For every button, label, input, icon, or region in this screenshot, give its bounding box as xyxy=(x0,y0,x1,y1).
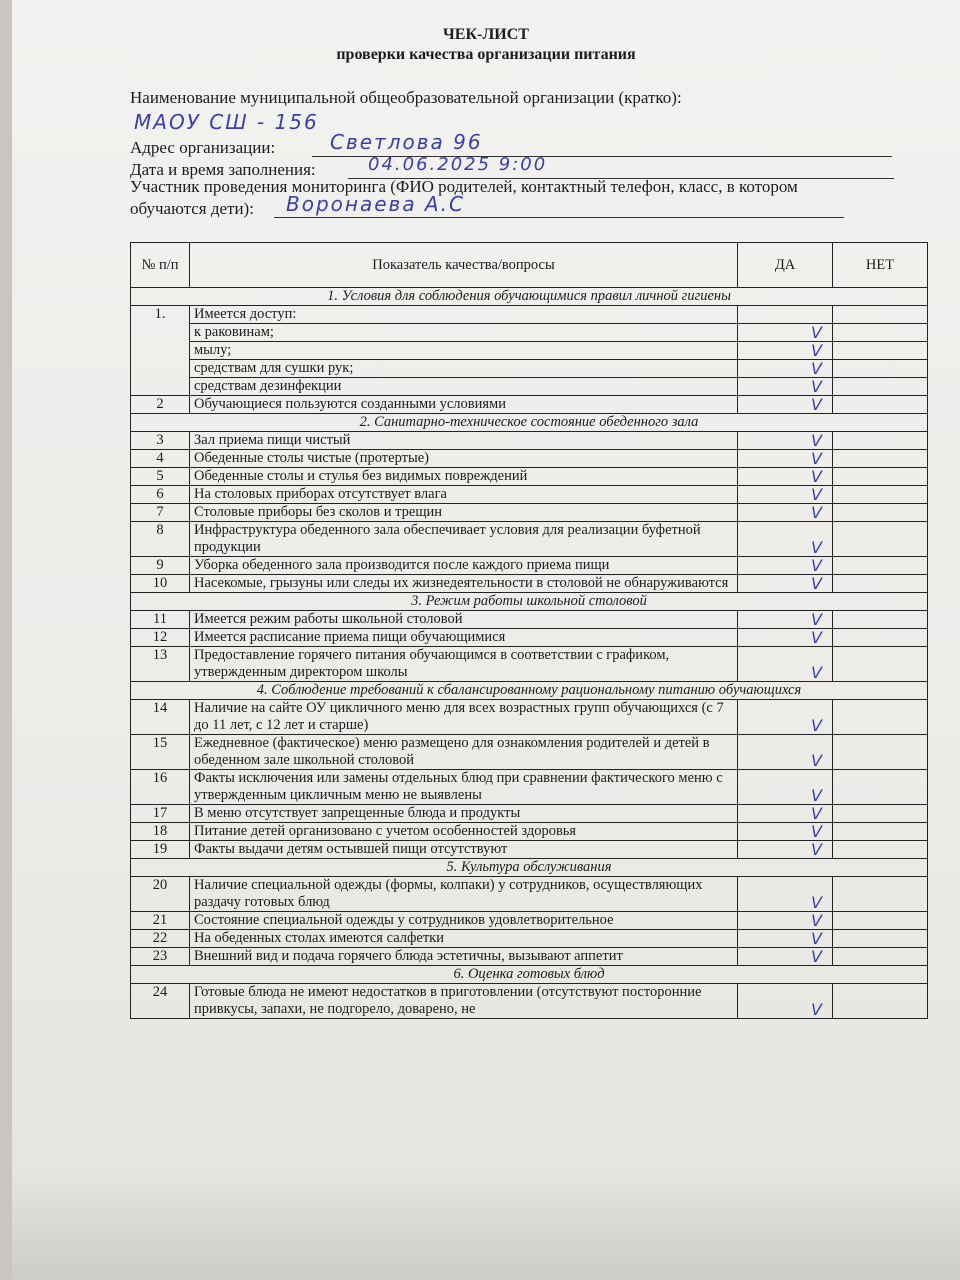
table-row xyxy=(131,629,928,647)
row-text: Зал приема пищи чистый xyxy=(190,432,738,450)
no-cell xyxy=(833,735,928,770)
row-text: Готовые блюда не имеют недостатков в приготовлении (отсутствуют посторонние привкусы, запахи, не подгорело, доварено, не xyxy=(190,984,738,1019)
yes-check: V xyxy=(738,486,833,504)
section-row xyxy=(131,414,928,432)
row-num: 5 xyxy=(131,468,190,486)
yes-check: V xyxy=(738,770,833,805)
no-cell xyxy=(833,984,928,1019)
table-row xyxy=(131,877,928,912)
table-row xyxy=(131,360,928,378)
yes-check: V xyxy=(738,805,833,823)
row-text: Наличие на сайте ОУ цикличного меню для всех возрастных групп обучающихся (с 7 до 11 лет, с 12 лет и старше) xyxy=(190,700,738,735)
participant-label-2: обучаются дети): xyxy=(130,199,254,218)
row-num: 3 xyxy=(131,432,190,450)
row-text: На обеденных столах имеются салфетки xyxy=(190,930,738,948)
no-cell xyxy=(833,557,928,575)
table-row xyxy=(131,647,928,682)
yes-check: V xyxy=(738,700,833,735)
table-row xyxy=(131,504,928,522)
row-text: средствам для сушки рук; xyxy=(190,360,738,378)
table-row xyxy=(131,823,928,841)
no-cell xyxy=(833,841,928,859)
table-row xyxy=(131,396,928,414)
table-row xyxy=(131,841,928,859)
checklist-page xyxy=(12,0,960,1280)
section-row xyxy=(131,593,928,611)
row-num xyxy=(131,378,190,396)
participant-underline xyxy=(274,217,844,218)
no-cell xyxy=(833,770,928,805)
row-num xyxy=(131,324,190,342)
table-row xyxy=(131,984,928,1019)
col-indicator: Показатель качества/вопросы xyxy=(190,243,738,288)
row-text: Обеденные столы чистые (протертые) xyxy=(190,450,738,468)
table-row xyxy=(131,735,928,770)
no-cell xyxy=(833,611,928,629)
row-text: На столовых приборах отсутствует влага xyxy=(190,486,738,504)
row-num: 11 xyxy=(131,611,190,629)
row-text: Обучающиеся пользуются созданными условиями xyxy=(190,396,738,414)
yes-check: V xyxy=(738,396,833,414)
row-num: 2 xyxy=(131,396,190,414)
row-num: 6 xyxy=(131,486,190,504)
table-row xyxy=(131,575,928,593)
table-row xyxy=(131,557,928,575)
no-cell xyxy=(833,450,928,468)
row-text: Уборка обеденного зала производится после каждого приема пищи xyxy=(190,557,738,575)
table-row xyxy=(131,450,928,468)
row-text: Факты выдачи детям остывшей пищи отсутствуют xyxy=(190,841,738,859)
table-row xyxy=(131,770,928,805)
row-text: Наличие специальной одежды (формы, колпаки) у сотрудников, осуществляющих раздачу готовых блюд xyxy=(190,877,738,912)
row-num: 18 xyxy=(131,823,190,841)
row-text: к раковинам; xyxy=(190,324,738,342)
row-num xyxy=(131,342,190,360)
row-text: Имеется расписание приема пищи обучающимися xyxy=(190,629,738,647)
section-title: 4. Соблюдение требований к сбалансированному рациональному питанию обучающихся xyxy=(131,682,928,700)
section-title: 5. Культура обслуживания xyxy=(131,859,928,877)
section-row xyxy=(131,288,928,306)
no-cell xyxy=(833,522,928,557)
yes-check: V xyxy=(738,841,833,859)
no-cell xyxy=(833,396,928,414)
table-row xyxy=(131,468,928,486)
col-yes: ДА xyxy=(738,243,833,288)
row-num: 19 xyxy=(131,841,190,859)
yes-check: V xyxy=(738,611,833,629)
org-label: Наименование муниципальной общеобразовательной организации (кратко): xyxy=(130,88,682,107)
datetime-label: Дата и время заполнения: xyxy=(130,160,316,179)
row-num: 15 xyxy=(131,735,190,770)
yes-check: V xyxy=(738,450,833,468)
row-num: 10 xyxy=(131,575,190,593)
no-cell xyxy=(833,805,928,823)
col-no: НЕТ xyxy=(833,243,928,288)
yes-check: V xyxy=(738,504,833,522)
section-title: 2. Санитарно-техническое состояние обеденного зала xyxy=(131,414,928,432)
row-text: Факты исключения или замены отдельных блюд при сравнении фактического меню с утвержденным цикличным меню не выявлены xyxy=(190,770,738,805)
yes-check: V xyxy=(738,984,833,1019)
no-cell xyxy=(833,504,928,522)
no-cell xyxy=(833,432,928,450)
table-row xyxy=(131,611,928,629)
yes-check: V xyxy=(738,823,833,841)
row-text: средствам дезинфекции xyxy=(190,378,738,396)
yes-check: V xyxy=(738,378,833,396)
section-row xyxy=(131,682,928,700)
row-text: Предоставление горячего питания обучающимся в соответствии с графиком, утвержденным директором школы xyxy=(190,647,738,682)
row-text: В меню отсутствует запрещенные блюда и продукты xyxy=(190,805,738,823)
row-num: 21 xyxy=(131,912,190,930)
table-row xyxy=(131,324,928,342)
org-value: МАОУ СШ - 156 xyxy=(134,110,319,134)
table-row xyxy=(131,912,928,930)
row-text: Насекомые, грызуны или следы их жизнедеятельности в столовой не обнаруживаются xyxy=(190,575,738,593)
table-row xyxy=(131,948,928,966)
section-row xyxy=(131,859,928,877)
section-title: 1. Условия для соблюдения обучающимися правил личной гигиены xyxy=(131,288,928,306)
page-title: ЧЕК-ЛИСТ xyxy=(443,26,529,43)
no-cell xyxy=(833,306,928,324)
page-shadow xyxy=(12,1170,960,1280)
col-num: № п/п xyxy=(131,243,190,288)
no-cell xyxy=(833,912,928,930)
row-text: Имеется доступ: xyxy=(190,306,738,324)
yes-check: V xyxy=(738,877,833,912)
no-cell xyxy=(833,948,928,966)
no-cell xyxy=(833,468,928,486)
table-row xyxy=(131,486,928,504)
row-num: 16 xyxy=(131,770,190,805)
row-text: Имеется режим работы школьной столовой xyxy=(190,611,738,629)
section-row xyxy=(131,966,928,984)
yes-cell xyxy=(738,306,833,324)
row-text: Внешний вид и подача горячего блюда эстетичны, вызывают аппетит xyxy=(190,948,738,966)
row-num: 12 xyxy=(131,629,190,647)
yes-check: V xyxy=(738,647,833,682)
yes-check: V xyxy=(738,912,833,930)
row-num: 22 xyxy=(131,930,190,948)
table-row xyxy=(131,700,928,735)
yes-check: V xyxy=(738,930,833,948)
yes-check: V xyxy=(738,575,833,593)
row-text: Питание детей организовано с учетом особенностей здоровья xyxy=(190,823,738,841)
no-cell xyxy=(833,342,928,360)
no-cell xyxy=(833,486,928,504)
page-subtitle: проверки качества организации питания xyxy=(336,46,636,63)
no-cell xyxy=(833,700,928,735)
no-cell xyxy=(833,629,928,647)
section-title: 6. Оценка готовых блюд xyxy=(131,966,928,984)
datetime-value: 04.06.2025 9:00 xyxy=(368,154,548,175)
row-text: Состояние специальной одежды у сотрудников удовлетворительное xyxy=(190,912,738,930)
no-cell xyxy=(833,324,928,342)
row-text: Ежедневное (фактическое) меню размещено для ознакомления родителей и детей в обеденном зале школьной столовой xyxy=(190,735,738,770)
checklist-table xyxy=(130,242,928,1019)
row-text: Обеденные столы и стулья без видимых повреждений xyxy=(190,468,738,486)
row-num: 17 xyxy=(131,805,190,823)
no-cell xyxy=(833,823,928,841)
participant-label-1: Участник проведения мониторинга (ФИО родителей, контактный телефон, класс, в котором xyxy=(130,177,798,196)
yes-check: V xyxy=(738,557,833,575)
no-cell xyxy=(833,360,928,378)
table-row xyxy=(131,342,928,360)
section-title: 3. Режим работы школьной столовой xyxy=(131,593,928,611)
no-cell xyxy=(833,930,928,948)
yes-check: V xyxy=(738,432,833,450)
row-text: Инфраструктура обеденного зала обеспечивает условия для реализации буфетной продукции xyxy=(190,522,738,557)
no-cell xyxy=(833,378,928,396)
row-num: 13 xyxy=(131,647,190,682)
row-text: Столовые приборы без сколов и трещин xyxy=(190,504,738,522)
yes-check: V xyxy=(738,360,833,378)
no-cell xyxy=(833,877,928,912)
row-num: 24 xyxy=(131,984,190,1019)
yes-check: V xyxy=(738,342,833,360)
yes-check: V xyxy=(738,629,833,647)
row-num: 23 xyxy=(131,948,190,966)
table-row xyxy=(131,378,928,396)
row-num: 4 xyxy=(131,450,190,468)
table-row xyxy=(131,522,928,557)
row-num: 9 xyxy=(131,557,190,575)
yes-check: V xyxy=(738,522,833,557)
table-row xyxy=(131,805,928,823)
address-label: Адрес организации: xyxy=(130,138,276,157)
row-num: 14 xyxy=(131,700,190,735)
yes-check: V xyxy=(738,948,833,966)
no-cell xyxy=(833,575,928,593)
table-header xyxy=(131,243,928,288)
yes-check: V xyxy=(738,468,833,486)
participant-value: Воронаева А.С xyxy=(286,192,465,216)
row-num: 20 xyxy=(131,877,190,912)
table-row xyxy=(131,930,928,948)
row-text: мылу; xyxy=(190,342,738,360)
row-num: 1. xyxy=(131,306,190,324)
row-num: 7 xyxy=(131,504,190,522)
row-num: 8 xyxy=(131,522,190,557)
yes-check: V xyxy=(738,324,833,342)
yes-check: V xyxy=(738,735,833,770)
table-row xyxy=(131,432,928,450)
address-value: Светлова 96 xyxy=(330,130,483,154)
row-num xyxy=(131,360,190,378)
no-cell xyxy=(833,647,928,682)
table-row xyxy=(131,306,928,324)
